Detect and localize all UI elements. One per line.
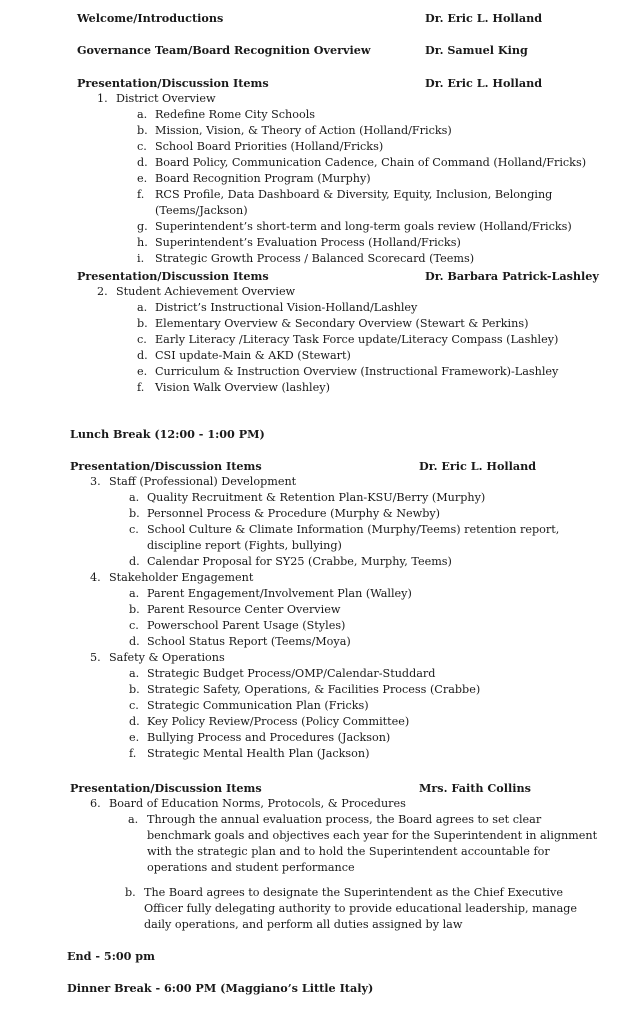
subitem-text: CSI update-Main & AKD (Stewart)	[155, 349, 351, 362]
item-number: 4.	[90, 571, 101, 584]
subitem-text: Strategic Budget Process/OMP/Calendar-Studdard	[147, 667, 436, 680]
subitem-text: Strategic Communication Plan (Fricks)	[147, 699, 369, 712]
subitem-marker: d.	[129, 555, 140, 568]
norm-a-line: with the strategic plan and to hold the Superintendent accountable for	[147, 845, 550, 858]
section-1-title: Presentation/Discussion Items	[77, 76, 269, 90]
norm-b-marker: b.	[125, 886, 136, 899]
section-4-presenter: Mrs. Faith Collins	[419, 781, 531, 795]
subitem-text: discipline report (Fights, bullying)	[147, 539, 342, 552]
subitem-marker: g.	[137, 220, 148, 233]
subitem-marker: a.	[129, 491, 140, 504]
welcome-title: Welcome/Introductions	[77, 11, 224, 25]
subitem-text: Parent Resource Center Overview	[147, 603, 341, 616]
subitem-text: District’s Instructional Vision-Holland/Lashley	[155, 301, 418, 314]
subitem-marker: a.	[129, 667, 140, 680]
subitem-marker: a.	[137, 301, 148, 314]
subitem-text: Early Literacy /Literacy Task Force update/Literacy Compass (Lashley)	[155, 333, 559, 346]
subitem-marker: d.	[129, 715, 140, 728]
subitem-marker: b.	[129, 507, 140, 520]
welcome-presenter: Dr. Eric L. Holland	[425, 11, 543, 25]
norm-b-line: Officer fully delegating authority to provide educational leadership, manage	[144, 902, 578, 915]
subitem-marker: e.	[137, 365, 148, 378]
subitem-text: Strategic Mental Health Plan (Jackson)	[147, 747, 370, 760]
item-number: 1.	[97, 92, 108, 105]
subitem-text: Strategic Growth Process / Balanced Scorecard (Teems)	[155, 252, 475, 265]
subitem-marker: f.	[137, 188, 145, 201]
agenda-item: Board of Education Norms, Protocols, & Procedures	[109, 797, 406, 810]
norm-a-line: operations and student performance	[147, 861, 355, 874]
subitem-text: Strategic Safety, Operations, & Facilities Process (Crabbe)	[147, 683, 481, 696]
subitem-text: Curriculum & Instruction Overview (Instructional Framework)-Lashley	[155, 365, 559, 378]
item-number: 3.	[90, 475, 101, 488]
subitem-marker: b.	[129, 603, 140, 616]
subitem-text: Parent Engagement/Involvement Plan (Walley)	[147, 587, 412, 600]
subitem-marker: f.	[137, 381, 145, 394]
norm-b-line: The Board agrees to designate the Superintendent as the Chief Executive	[144, 886, 563, 899]
dinner-break: Dinner Break - 6:00 PM (Maggiano’s Little Italy)	[67, 981, 374, 995]
subitem-marker: d.	[137, 156, 148, 169]
subitem-text: (Teems/Jackson)	[155, 204, 248, 217]
subitem-text: School Board Priorities (Holland/Fricks)	[155, 140, 384, 153]
subitem-text: Key Policy Review/Process (Policy Committee)	[147, 715, 410, 728]
subitem-marker: d.	[129, 635, 140, 648]
item-number: 2.	[97, 285, 108, 298]
norm-a-line: benchmark goals and objectives each year for the Superintendent in alignment	[147, 829, 598, 842]
lunch-break: Lunch Break (12:00 - 1:00 PM)	[70, 427, 265, 441]
norm-a-marker: a.	[128, 813, 139, 826]
subitem-marker: b.	[137, 317, 148, 330]
section-1-presenter: Dr. Eric L. Holland	[425, 76, 543, 90]
agenda-item: Staff (Professional) Development	[109, 475, 297, 488]
subitem-text: Quality Recruitment & Retention Plan-KSU/Berry (Murphy)	[147, 491, 486, 504]
item-number: 6.	[90, 797, 101, 810]
agenda-item: Student Achievement Overview	[116, 285, 296, 298]
section-2-title: Presentation/Discussion Items	[77, 269, 269, 283]
agenda-item: Stakeholder Engagement	[109, 571, 254, 584]
subitem-marker: d.	[137, 349, 148, 362]
item-number: 5.	[90, 651, 101, 664]
subitem-marker: f.	[129, 747, 137, 760]
subitem-text: RCS Profile, Data Dashboard & Diversity, Equity, Inclusion, Belonging	[155, 188, 553, 201]
norm-a-line: Through the annual evaluation process, the Board agrees to set clear	[147, 813, 542, 826]
subitem-text: Powerschool Parent Usage (Styles)	[147, 619, 346, 632]
subitem-text: School Culture & Climate Information (Murphy/Teems) retention report,	[147, 523, 560, 536]
governance-title: Governance Team/Board Recognition Overview	[77, 43, 371, 57]
section-4-title: Presentation/Discussion Items	[70, 781, 262, 795]
section-3-title: Presentation/Discussion Items	[70, 459, 262, 473]
subitem-marker: e.	[137, 172, 148, 185]
subitem-marker: e.	[129, 731, 140, 744]
subitem-marker: c.	[129, 619, 139, 632]
subitem-marker: a.	[137, 108, 148, 121]
subitem-text: Vision Walk Overview (lashley)	[155, 381, 330, 394]
subitem-marker: b.	[129, 683, 140, 696]
subitem-text: Mission, Vision, & Theory of Action (Holland/Fricks)	[155, 124, 452, 137]
subitem-marker: c.	[129, 523, 139, 536]
subitem-marker: a.	[129, 587, 140, 600]
subitem-marker: c.	[137, 333, 147, 346]
subitem-text: Superintendent’s Evaluation Process (Holland/Fricks)	[155, 236, 461, 249]
subitem-marker: b.	[137, 124, 148, 137]
subitem-text: Board Policy, Communication Cadence, Chain of Command (Holland/Fricks)	[155, 156, 587, 169]
agenda-item: District Overview	[116, 92, 216, 105]
subitem-text: Calendar Proposal for SY25 (Crabbe, Murphy, Teems)	[147, 555, 452, 568]
subitem-text: School Status Report (Teems/Moya)	[147, 635, 351, 648]
subitem-text: Elementary Overview & Secondary Overview (Stewart & Perkins)	[155, 317, 529, 330]
norm-b-line: daily operations, and perform all duties assigned by law	[144, 918, 463, 931]
subitem-text: Bullying Process and Procedures (Jackson)	[147, 731, 391, 744]
section-2-presenter: Dr. Barbara Patrick-Lashley	[425, 269, 599, 283]
subitem-marker: h.	[137, 236, 148, 249]
subitem-marker: c.	[129, 699, 139, 712]
subitem-marker: i.	[137, 252, 145, 265]
end-time: End - 5:00 pm	[67, 949, 155, 963]
subitem-text: Personnel Process & Procedure (Murphy & Newby)	[147, 507, 441, 520]
governance-presenter: Dr. Samuel King	[425, 43, 528, 57]
subitem-text: Redefine Rome City Schools	[155, 108, 316, 121]
section-3-presenter: Dr. Eric L. Holland	[419, 459, 537, 473]
subitem-text: Board Recognition Program (Murphy)	[155, 172, 371, 185]
agenda-item: Safety & Operations	[109, 651, 225, 664]
subitem-text: Superintendent’s short-term and long-term goals review (Holland/Fricks)	[155, 220, 572, 233]
subitem-marker: c.	[137, 140, 147, 153]
